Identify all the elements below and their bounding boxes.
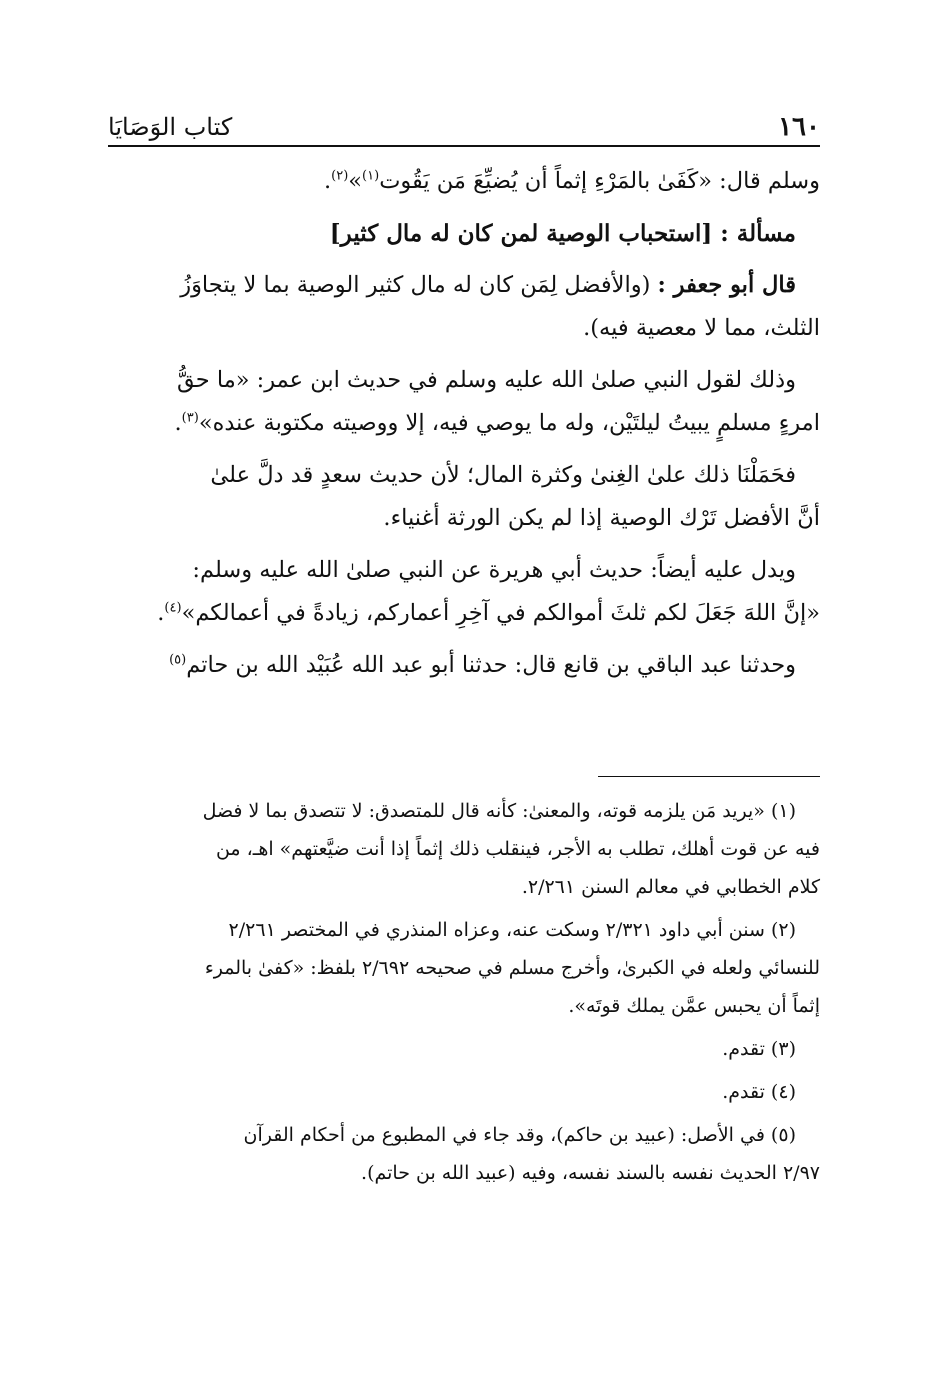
footnote-ref-2: (٢) bbox=[331, 168, 349, 184]
footnote-ref-1: (١) bbox=[362, 168, 380, 184]
paragraph-3-end: . bbox=[174, 410, 182, 436]
footnotes bbox=[108, 792, 820, 1197]
paragraph-1-end: . bbox=[323, 168, 332, 194]
footnote-5: (٥) في الأصل: (عبيد بن حاكم)، وقد جاء في المطبوع من أحكام القرآن ٢/٩٧ الحديث نفسه بالسند نفسه، وفيه (عبيد الله بن حاتم). bbox=[243, 1124, 820, 1184]
paragraph-3-text: وذلك لقول النبي صلىٰ الله عليه وسلم في حديث ابن عمر: «ما حقُّ امرءٍ مسلمٍ يبيتُ ليلتَيْن، وله ما يوصي فيه، إلا ووصيته مكتوبة عنده» bbox=[177, 367, 820, 436]
paragraph-2 bbox=[108, 264, 820, 350]
footnote-2: (٢) سنن أبي داود ٢/٣٢١ وسكت عنه، وعزاه المنذري في المختصر ٢/٢٦١ للنسائي ولعله في الكبرىٰ، وأخرج مسلم في صحيحه ٢/٦٩٢ بلفظ: «كفىٰ بالمرء إثماً أن يحبس عمَّن يملك قوتَه». bbox=[204, 919, 820, 1017]
footnote-ref-4: (٤) bbox=[164, 600, 182, 616]
header-rule bbox=[108, 145, 820, 147]
paragraph-5-text: ويدل عليه أيضاً: حديث أبي هريرة عن النبي صلىٰ الله عليه وسلم: «إنَّ اللهَ جَعَلَ لكم ثلثَ أموالكم في آخِرِ أعماركم، زيادةً في أعمالكم» bbox=[181, 557, 820, 626]
paragraph-5 bbox=[108, 549, 820, 635]
footnote-ref-5: (٥) bbox=[169, 652, 187, 668]
paragraph-4-text: فحَمَلْنَا ذلك علىٰ الغِنىٰ وكثرة المال؛ لأن حديث سعدٍ قد دلَّ علىٰ أنَّ الأفضل تَرْك الوصية إذا لم يكن الورثة أغنياء. bbox=[210, 462, 820, 531]
footnote-3: (٣) تقدم. bbox=[722, 1038, 796, 1060]
paragraph-4 bbox=[108, 454, 820, 540]
running-header-title: كتاب الوَصَايَا bbox=[108, 113, 233, 141]
paragraph-3 bbox=[108, 359, 820, 445]
paragraph-1-text: وسلم قال: «كَفَىٰ بالمَرْءِ إثماً أن يُضيِّعَ مَن يَقُوت bbox=[379, 168, 820, 194]
footnote-ref-3: (٣) bbox=[181, 410, 199, 426]
paragraph-6-text: وحدثنا عبد الباقي بن قانع قال: حدثنا أبو عبد الله عُبَيْد الله بن حاتم bbox=[186, 652, 796, 678]
page-number: ١٦٠ bbox=[778, 112, 820, 142]
paragraph-1-close: » bbox=[348, 168, 363, 194]
footnote-rule bbox=[598, 776, 820, 777]
paragraph-2-lead: قال أبو جعفر : bbox=[657, 272, 796, 298]
footnote-1: (١) «يريد مَن يلزمه قوته، والمعنىٰ: كأنه قال للمتصدق: لا تتصدق بما لا فضل فيه عن قوت أهلك، تطلب به الأجر، فينقلب ذلك إثماً إذا أنت ضيَّعتهم» اهـ، من كلام الخطابي في معالم السنن ٢/٢٦١. bbox=[202, 800, 820, 898]
footnote-4: (٤) تقدم. bbox=[722, 1081, 796, 1103]
section-heading: مسألة : [استحباب الوصية لمن كان له مال كثير] bbox=[329, 220, 796, 247]
main-text bbox=[108, 160, 820, 696]
running-header bbox=[108, 92, 820, 142]
paragraph-6 bbox=[108, 644, 820, 687]
paragraph-2-text: (والأفضل لِمَن كان له مال كثير الوصية بما لا يتجاوَزُ الثلث، مما لا معصية فيه). bbox=[180, 272, 820, 341]
paragraph-1 bbox=[108, 160, 820, 203]
paragraph-5-end: . bbox=[157, 600, 165, 626]
